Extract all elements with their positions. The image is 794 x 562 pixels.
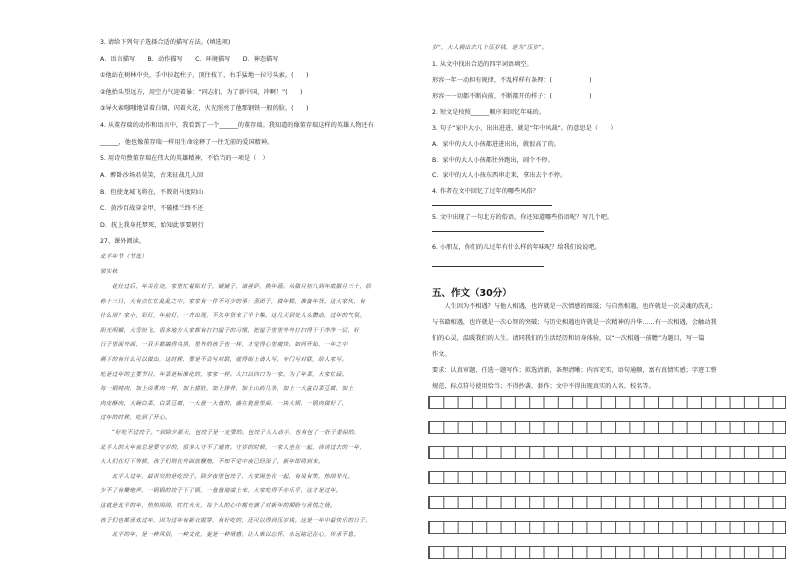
rq3-option-b: B．家中的大人小孩都往外跑出，闹个不停。 [432, 157, 554, 164]
passage-line: 每一锅炖肉，加上卤煮肉一样，加上猪肚，加上排骨，加上山药几条，加上一大盆白菜豆腐，加上 [100, 386, 354, 393]
passage-line: 称十三日，大有点忙忙乱乱之中。家家有一件不可少的事：蒸团子，做年糕，准备年货。这大家伙，有 [100, 298, 366, 305]
essay-prompt-line: 与书籍相遇，也许就是一次心智的突破；与历史相遇也许就是一次精神的升华……有一次相遇，会触动我 [432, 319, 717, 326]
rq5: 5. 文中出现了一句北方的俗语，你还知道哪些俗语呢？写几个吧。 [432, 214, 614, 221]
passage-line: 过年的时候，吃到了开心。 [100, 415, 171, 422]
q5-option-d: D．抚上我身托梦死，始知此事要躬行 [100, 222, 204, 229]
passage-line: 孩子们也都喜欢过年，因为过年有新衣服穿，有好吃的，还可以得到压岁钱。这是一年中最快乐的日子。 [100, 517, 372, 524]
rq6: 6. 小朋友，你们的儿过年有什么样的年味呢？给我们说说吧。 [432, 244, 601, 251]
q3-options: A．语言描写 B．动作描写 C．环境描写 D．神态描写 [100, 56, 279, 63]
passage-title: 北平年节（节选） [100, 254, 148, 260]
passage-line: 阳光明媚，大雪纷飞，很多地方人家都有打扫屋子的习惯，把屋子里里外外打扫得干干净净一层，好 [100, 327, 360, 334]
passage-line: 北平人的大年夜总是要守岁的，很多人守不了通宵。守岁的时候，一家人坐在一起，谈谈过去的一年， [100, 444, 366, 451]
passage-line: 大人们在灯下等候，孩子们则在外面放鞭炮，不知不觉中夜已经深了，新年即将到来。 [100, 459, 324, 466]
essay-prompt-line: 要求：认真审题，任选一题写作；拟选清新，条理清晰；内容充实，语句通顺，富有真情实感；字迹工整 [432, 367, 717, 374]
rq4: 4. 作者在文中回忆了过年的哪些风俗？ [432, 188, 539, 195]
q4-line-2: ______，他也像董存瑞一样用生命诠释了一往无前的爱国精神。 [100, 139, 274, 146]
rq4-answer-line[interactable] [432, 205, 552, 206]
rq5-answer-line[interactable] [432, 231, 544, 232]
rq3-stem: 3. 句子“家中大小，出出进进，就是“年中风裁”。的意思是（ ） [432, 125, 617, 132]
essay-prompt-line: 们的心灵，温暖我们的人生。请同我们的生活经历和切身体验，以“一次相遇一前瞻”为题目，写一篇 [432, 335, 705, 342]
q3-sentence-1: ①他站在树林中央，手中拉起柱子，顶住枝丫，右手猛地一拉号头索。( ) [100, 72, 309, 79]
q3-sentence-2: ②他抬头望远方，用空力气迎着暴：“同志们，为了新中国，冲啊！”( ) [100, 89, 303, 96]
q5-option-b: B．但使龙城飞将在，不教胡马度阴山 [100, 189, 204, 196]
rq1-a: 形容一年一动担有规律，不乱样样有条理：( ) [432, 77, 592, 84]
passage-line: 肉皮酥肉，大碗白菜，白菜豆腐，一大盘一大盘的，盛在瓷盘里面，一块大锅，一锅肉做好了， [100, 400, 348, 407]
q3-stem: 3. 请给下列句子选择合适的描写方法。(填选项) [100, 39, 231, 46]
passage-continuation: 岁”，大人拥出去几个压岁钱，是为“压岁”。 [432, 45, 548, 51]
passage-line: 日子里面外面，一双手都搞得乌黑，里外的孩子也一样，才觉得心里痛快。如何开始，一年之中 [100, 342, 348, 349]
passage-line: 吃是过年的主要节目。年菜是标准化的，家家一样。人口以四口为一家。为了年菜，大家忙碌。 [100, 371, 348, 378]
passage-line: 剩下的有什么可以做出，这时候，要是不会写对联，就得街上请人写，专门写对联，给人家写。 [100, 357, 348, 363]
passage-line: 什么用？家小，彩灯，年前灯，一齐出现，不久年货来了半个集。这几天到处人头攒动，过年的气氛。 [100, 313, 366, 320]
grid-row[interactable] [428, 521, 786, 534]
section-five-title: 五、作文（30分） [432, 288, 512, 299]
q5-option-a: A．醉卧沙场君莫笑，古来征战几人回 [100, 172, 204, 179]
grid-row[interactable] [428, 421, 786, 434]
rq3-option-c: C．家中的大人小孩东西串走来，拿出去个不停。 [432, 172, 567, 179]
essay-prompt-line: 作文。 [432, 351, 451, 358]
essay-prompt-line: 规范，标点符号使用恰当；不得抄袭、套作；文中不得出现真实的人名、校名等。 [432, 383, 655, 390]
left-column [100, 0, 400, 562]
grid-row[interactable] [428, 396, 786, 409]
rq2: 2. 短文是按照______顺序来回忆年味的。 [432, 109, 546, 116]
passage-line: 北平的年，是一种风俗，一种文化，更是一种情感，让人难以忘怀，永远铭记在心，传承不息。 [100, 532, 360, 539]
q3-sentence-3: ③导火索嗤嗤地冒着白烟，闪着火花，火光照亮了他那钢铁一般的脸。( ) [100, 105, 309, 112]
grid-row[interactable] [428, 471, 786, 484]
rq6-answer-line[interactable] [432, 266, 544, 267]
rq3-option-a: A．家中的大人小孩都进进出出，就很高了的。 [432, 141, 560, 148]
rq1-stem: 1. 从文中找出合适的四字词语填空。 [432, 61, 533, 68]
essay-prompt-line: 人生因为不相遇？与他人相遇，也许就是一次情感的图滋；与自然相遇，也许就是一次灵魂的洗礼； [432, 303, 717, 310]
passage-line: 这就是北平的年，热热闹闹，红红火火，每个人的心中都充满了对新年的期盼与喜悦之情。 [100, 503, 336, 509]
q27-heading: 27、课外阅读。 [100, 238, 145, 245]
q5-option-c: C．黄沙百战穿金甲，不破楼兰终不还 [100, 205, 204, 212]
grid-row[interactable] [428, 446, 786, 459]
passage-line: “好吃不过饺子。”到除夕那天，包饺子是一定要的。包饺子人人动手，也有包了一肚子委屈的， [100, 430, 360, 436]
grid-row[interactable] [428, 546, 786, 559]
rq1-b: 形容一一切都不断向前，不断都开的样子：( ) [432, 93, 592, 100]
q5-stem: 5. 用诗句赞董存瑞在伟大的英雄精神，不恰当的一项是（ ） [100, 155, 269, 162]
passage-author: 梁实秋 [100, 269, 118, 275]
q4-line-1: 4. 从董存瑞的动作和语言中，我看到了一个______的董存瑞。我知道的像董存瑞这样的英雄人物还有 [100, 122, 374, 129]
passage-line: 花灶过后，年关在迩，家里忙着贴对子，铺铺子，请菩萨，换年画。从腊月初八到年底腊月三十，俗 [100, 284, 372, 290]
passage-line: 北平人过年，最讲究的是吃饺子。除夕夜里包饺子，大家围坐在一起，有说有笑，热闹非凡。 [100, 473, 354, 480]
grid-row[interactable] [428, 496, 786, 509]
passage-line: 少不了有鞭炮声，一锅锅的饺子下了锅，一盘盘地端上来，大家吃得不亦乐乎，这才是过年。 [100, 488, 342, 495]
